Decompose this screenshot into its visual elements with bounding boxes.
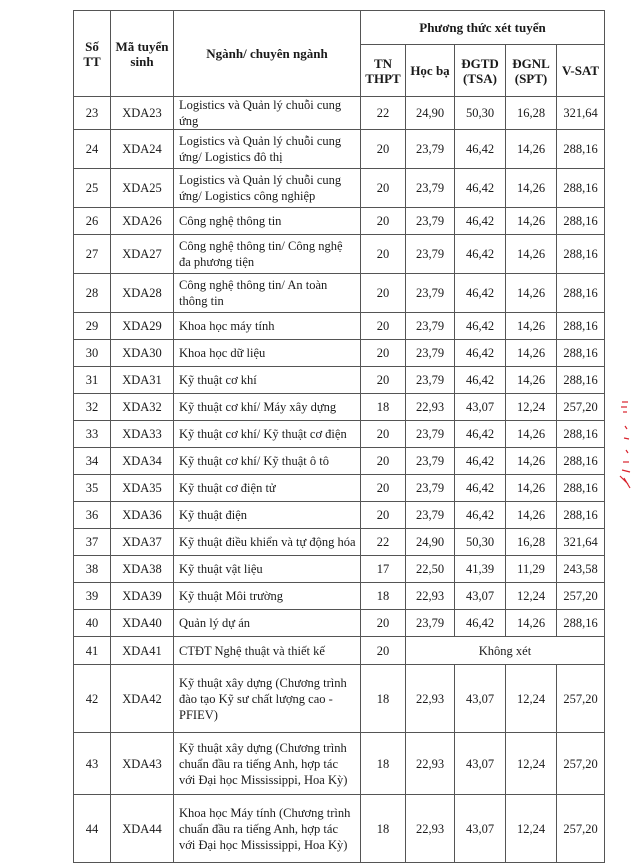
- row-score-0: 20: [361, 274, 406, 313]
- row-stt: 37: [74, 529, 111, 556]
- row-program: Logistics và Quản lý chuỗi cung ứng/ Logistics công nghiệp: [174, 169, 361, 208]
- row-score-4: 288,16: [557, 502, 605, 529]
- row-stt: 43: [74, 733, 111, 795]
- table-row: [74, 313, 605, 340]
- row-code: XDA40: [111, 610, 174, 637]
- row-score-4: 257,20: [557, 733, 605, 795]
- header-ma: Mã tuyển sinh: [111, 11, 174, 97]
- row-score-2: 46,42: [455, 340, 506, 367]
- row-score-0: 20: [361, 610, 406, 637]
- row-score-1: 23,79: [406, 169, 455, 208]
- row-score-4: 288,16: [557, 340, 605, 367]
- row-score-3: 14,26: [506, 130, 557, 169]
- row-stt: 38: [74, 556, 111, 583]
- row-score-0: 18: [361, 733, 406, 795]
- table-row: [74, 665, 605, 733]
- row-score-0: 22: [361, 529, 406, 556]
- row-score-0: 20: [361, 235, 406, 274]
- row-score-1: 23,79: [406, 421, 455, 448]
- table-row: [74, 340, 605, 367]
- table-row: [74, 130, 605, 169]
- row-score-4: 257,20: [557, 665, 605, 733]
- row-stt: 35: [74, 475, 111, 502]
- row-code: XDA31: [111, 367, 174, 394]
- table-row: [74, 795, 605, 863]
- table-row: [74, 235, 605, 274]
- table-row: [74, 274, 605, 313]
- row-score-0: 20: [361, 475, 406, 502]
- row-stt: 41: [74, 637, 111, 665]
- row-score-2: 46,42: [455, 502, 506, 529]
- row-score-0: 17: [361, 556, 406, 583]
- row-code: XDA33: [111, 421, 174, 448]
- row-program: Công nghệ thông tin/ Công nghệ đa phương tiện: [174, 235, 361, 274]
- row-score-1: 23,79: [406, 367, 455, 394]
- row-program: Quản lý dự án: [174, 610, 361, 637]
- row-code: XDA28: [111, 274, 174, 313]
- row-score-1: 24,90: [406, 529, 455, 556]
- row-score-0: 18: [361, 583, 406, 610]
- row-program: Công nghệ thông tin: [174, 208, 361, 235]
- row-program: Kỹ thuật điện: [174, 502, 361, 529]
- row-score-2: 43,07: [455, 733, 506, 795]
- table-row: [74, 367, 605, 394]
- row-score-2: 43,07: [455, 795, 506, 863]
- row-score-3: 14,26: [506, 475, 557, 502]
- row-score-2: 46,42: [455, 313, 506, 340]
- row-score-4: 288,16: [557, 421, 605, 448]
- row-stt: 29: [74, 313, 111, 340]
- row-program: Kỹ thuật cơ khí/ Kỹ thuật ô tô: [174, 448, 361, 475]
- row-score-3: 11,29: [506, 556, 557, 583]
- row-score-2: 46,42: [455, 475, 506, 502]
- row-score-4: 321,64: [557, 529, 605, 556]
- row-score-2: 46,42: [455, 448, 506, 475]
- row-code: XDA32: [111, 394, 174, 421]
- row-stt: 31: [74, 367, 111, 394]
- row-score-3: 14,26: [506, 421, 557, 448]
- row-program: Kỹ thuật cơ khí/ Kỹ thuật cơ điện: [174, 421, 361, 448]
- row-score-4: 288,16: [557, 448, 605, 475]
- row-stt: 25: [74, 169, 111, 208]
- row-stt: 24: [74, 130, 111, 169]
- row-code: XDA25: [111, 169, 174, 208]
- row-score-1: 23,79: [406, 208, 455, 235]
- header-col-3: ĐGNL (SPT): [506, 45, 557, 97]
- row-code: XDA39: [111, 583, 174, 610]
- header-col-0: TN THPT: [361, 45, 406, 97]
- row-score-4: 288,16: [557, 169, 605, 208]
- row-score-3: 14,26: [506, 235, 557, 274]
- row-stt: 33: [74, 421, 111, 448]
- row-score-3: 14,26: [506, 340, 557, 367]
- row-program: Logistics và Quản lý chuỗi cung ứng: [174, 97, 361, 130]
- row-score-0: 18: [361, 665, 406, 733]
- row-score-4: 288,16: [557, 130, 605, 169]
- row-score-1: 22,93: [406, 795, 455, 863]
- row-program: Kỹ thuật cơ khí: [174, 367, 361, 394]
- row-score-1: 22,93: [406, 394, 455, 421]
- row-score-2: 50,30: [455, 529, 506, 556]
- row-score-2: 43,07: [455, 583, 506, 610]
- row-score-1: 23,79: [406, 502, 455, 529]
- row-program: Kỹ thuật cơ khí/ Máy xây dựng: [174, 394, 361, 421]
- row-score-0: 20: [361, 208, 406, 235]
- row-program: Kỹ thuật cơ điện tử: [174, 475, 361, 502]
- row-program: CTĐT Nghệ thuật và thiết kế: [174, 637, 361, 665]
- row-code: XDA35: [111, 475, 174, 502]
- row-score-4: 321,64: [557, 97, 605, 130]
- row-score-3: 14,26: [506, 169, 557, 208]
- row-score-2: 46,42: [455, 367, 506, 394]
- header-col-4: V-SAT: [557, 45, 605, 97]
- row-code: XDA44: [111, 795, 174, 863]
- row-score-1: 24,90: [406, 97, 455, 130]
- row-code: XDA38: [111, 556, 174, 583]
- table-row: [74, 208, 605, 235]
- row-code: XDA27: [111, 235, 174, 274]
- row-score-3: 14,26: [506, 367, 557, 394]
- row-score-1: 22,50: [406, 556, 455, 583]
- row-score-3: 14,26: [506, 208, 557, 235]
- row-score-1: 22,93: [406, 583, 455, 610]
- row-score-4: 288,16: [557, 367, 605, 394]
- row-score-2: 46,42: [455, 421, 506, 448]
- row-program: Kỹ thuật xây dựng (Chương trình đào tạo Kỹ sư chất lượng cao - PFIEV): [174, 665, 361, 733]
- row-stt: 34: [74, 448, 111, 475]
- row-score-3: 16,28: [506, 529, 557, 556]
- row-program: Kỹ thuật vật liệu: [174, 556, 361, 583]
- row-stt: 30: [74, 340, 111, 367]
- table-row: [74, 421, 605, 448]
- row-score-3: 14,26: [506, 502, 557, 529]
- row-stt: 42: [74, 665, 111, 733]
- row-stt: 40: [74, 610, 111, 637]
- row-stt: 39: [74, 583, 111, 610]
- row-stt: 36: [74, 502, 111, 529]
- table-row: [74, 97, 605, 130]
- header-col-1: Học bạ: [406, 45, 455, 97]
- table-row: [74, 637, 605, 665]
- row-code: XDA37: [111, 529, 174, 556]
- row-score-0: 20: [361, 502, 406, 529]
- table-row: [74, 448, 605, 475]
- row-score-2: 46,42: [455, 169, 506, 208]
- row-score-4: 288,16: [557, 610, 605, 637]
- row-score-4: 243,58: [557, 556, 605, 583]
- table-row: [74, 169, 605, 208]
- row-score-0: 20: [361, 421, 406, 448]
- row-score-2: 50,30: [455, 97, 506, 130]
- row-score-0: 20: [361, 448, 406, 475]
- row-score-1: 23,79: [406, 475, 455, 502]
- row-score-3: 14,26: [506, 274, 557, 313]
- row-program: Khoa học máy tính: [174, 313, 361, 340]
- row-score-3: 14,26: [506, 610, 557, 637]
- table-row: [74, 529, 605, 556]
- row-score-2: 46,42: [455, 274, 506, 313]
- row-code: XDA41: [111, 637, 174, 665]
- row-score-0: 22: [361, 97, 406, 130]
- row-score-2: 46,42: [455, 235, 506, 274]
- row-program: Khoa học dữ liệu: [174, 340, 361, 367]
- row-score-3: 12,24: [506, 665, 557, 733]
- row-code: XDA26: [111, 208, 174, 235]
- row-score-1: 22,93: [406, 733, 455, 795]
- table-row: [74, 394, 605, 421]
- row-stt: 32: [74, 394, 111, 421]
- row-score-3: 14,26: [506, 313, 557, 340]
- row-score-1: 23,79: [406, 313, 455, 340]
- row-note: Không xét: [406, 637, 605, 665]
- row-code: XDA43: [111, 733, 174, 795]
- row-program: Công nghệ thông tin/ An toàn thông tin: [174, 274, 361, 313]
- row-code: XDA34: [111, 448, 174, 475]
- row-score-4: 288,16: [557, 208, 605, 235]
- header-col-2: ĐGTD (TSA): [455, 45, 506, 97]
- table-row: [74, 475, 605, 502]
- row-score-2: 46,42: [455, 208, 506, 235]
- header-nganh: Ngành/ chuyên ngành: [174, 11, 361, 97]
- row-program: Kỹ thuật Môi trường: [174, 583, 361, 610]
- row-score-1: 23,79: [406, 610, 455, 637]
- row-score-2: 43,07: [455, 394, 506, 421]
- row-score-4: 288,16: [557, 475, 605, 502]
- row-program: Logistics và Quản lý chuỗi cung ứng/ Logistics đô thị: [174, 130, 361, 169]
- row-score-3: 16,28: [506, 97, 557, 130]
- row-score-4: 257,20: [557, 583, 605, 610]
- header-stt: Số TT: [74, 11, 111, 97]
- red-stamp-mark: [614, 398, 634, 490]
- row-code: XDA42: [111, 665, 174, 733]
- row-score-1: 23,79: [406, 448, 455, 475]
- row-score-2: 41,39: [455, 556, 506, 583]
- row-score-2: 46,42: [455, 610, 506, 637]
- row-code: XDA36: [111, 502, 174, 529]
- header-phuong-thuc: Phương thức xét tuyển: [361, 11, 605, 45]
- row-score-0: 20: [361, 367, 406, 394]
- row-score-1: 23,79: [406, 130, 455, 169]
- row-score-4: 288,16: [557, 274, 605, 313]
- row-score-0: 20: [361, 340, 406, 367]
- row-program: Kỹ thuật xây dựng (Chương trình chuẩn đầu ra tiếng Anh, hợp tác với Đại học Mississippi, Hoa Kỳ): [174, 733, 361, 795]
- row-program: Khoa học Máy tính (Chương trình chuẩn đầu ra tiếng Anh, hợp tác với Đại học Mississippi, Hoa Kỳ): [174, 795, 361, 863]
- row-score-2: 46,42: [455, 130, 506, 169]
- row-score-0: 20: [361, 130, 406, 169]
- row-score-4: 288,16: [557, 313, 605, 340]
- row-score-1: 23,79: [406, 235, 455, 274]
- row-score-1: 23,79: [406, 340, 455, 367]
- row-score-4: 257,20: [557, 795, 605, 863]
- table-row: [74, 502, 605, 529]
- row-stt: 44: [74, 795, 111, 863]
- row-stt: 27: [74, 235, 111, 274]
- row-stt: 23: [74, 97, 111, 130]
- row-score-0: 18: [361, 394, 406, 421]
- table-row: [74, 583, 605, 610]
- row-score-3: 14,26: [506, 448, 557, 475]
- row-code: XDA30: [111, 340, 174, 367]
- row-score-2: 43,07: [455, 665, 506, 733]
- row-stt: 26: [74, 208, 111, 235]
- admission-score-table: [73, 10, 605, 863]
- row-code: XDA23: [111, 97, 174, 130]
- row-score-3: 12,24: [506, 583, 557, 610]
- row-score-4: 257,20: [557, 394, 605, 421]
- row-score-0: 20: [361, 313, 406, 340]
- row-score-1: 22,93: [406, 665, 455, 733]
- row-score-4: 288,16: [557, 235, 605, 274]
- row-score-0: 18: [361, 795, 406, 863]
- table-row: [74, 556, 605, 583]
- row-score-0: 20: [361, 637, 406, 665]
- row-program: Kỹ thuật điều khiển và tự động hóa: [174, 529, 361, 556]
- row-score-1: 23,79: [406, 274, 455, 313]
- row-code: XDA29: [111, 313, 174, 340]
- table-row: [74, 733, 605, 795]
- row-score-0: 20: [361, 169, 406, 208]
- row-score-3: 12,24: [506, 394, 557, 421]
- table-row: [74, 610, 605, 637]
- row-stt: 28: [74, 274, 111, 313]
- row-score-3: 12,24: [506, 733, 557, 795]
- row-code: XDA24: [111, 130, 174, 169]
- row-score-3: 12,24: [506, 795, 557, 863]
